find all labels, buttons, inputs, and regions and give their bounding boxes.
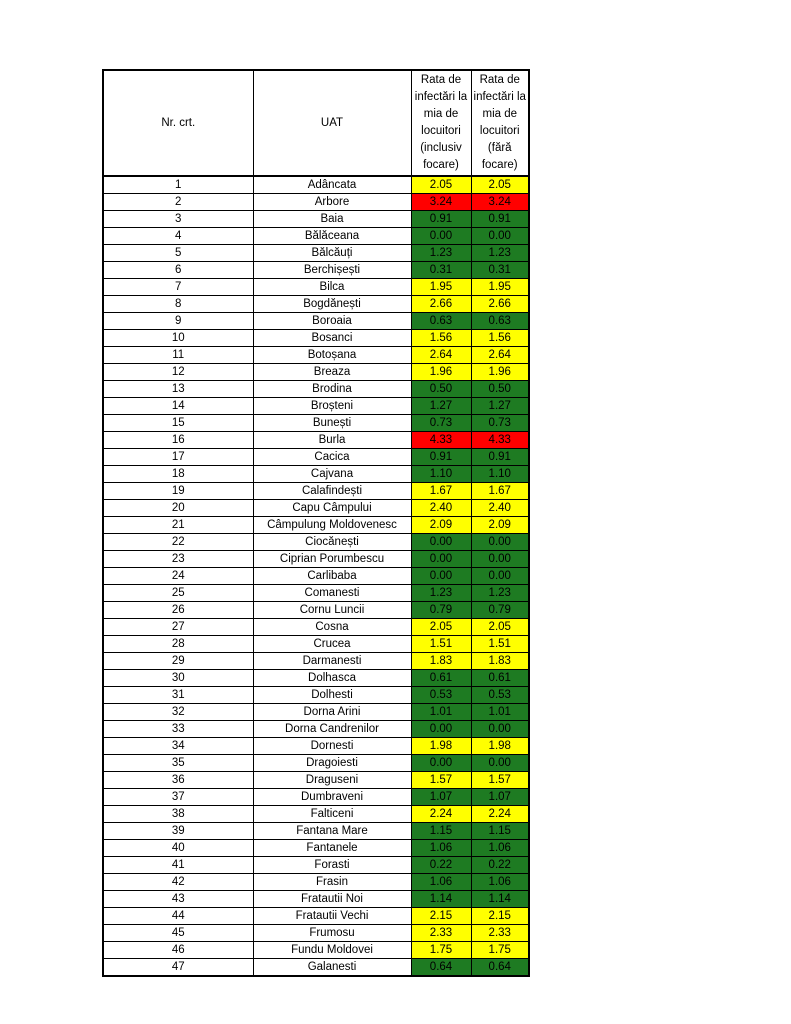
row-rate-exclusive: 1.07 — [471, 789, 529, 806]
row-uat: Darmanesti — [253, 653, 411, 670]
row-rate-exclusive: 1.01 — [471, 704, 529, 721]
row-nr: 46 — [103, 942, 253, 959]
header-uat: UAT — [253, 70, 411, 176]
row-nr: 44 — [103, 908, 253, 925]
row-rate-inclusive: 1.67 — [411, 483, 471, 500]
row-rate-exclusive: 2.66 — [471, 296, 529, 313]
row-rate-inclusive: 1.95 — [411, 279, 471, 296]
row-rate-inclusive: 0.91 — [411, 449, 471, 466]
row-rate-inclusive: 1.23 — [411, 245, 471, 262]
row-nr: 43 — [103, 891, 253, 908]
table-row — [103, 568, 529, 585]
row-rate-exclusive: 4.33 — [471, 432, 529, 449]
row-uat: Dorna Arini — [253, 704, 411, 721]
row-nr: 4 — [103, 228, 253, 245]
row-uat: Bălăceana — [253, 228, 411, 245]
row-nr: 15 — [103, 415, 253, 432]
row-rate-inclusive: 2.05 — [411, 619, 471, 636]
row-rate-inclusive: 0.64 — [411, 959, 471, 977]
row-rate-inclusive: 0.22 — [411, 857, 471, 874]
row-rate-inclusive: 1.15 — [411, 823, 471, 840]
table-row — [103, 449, 529, 466]
row-rate-inclusive: 2.24 — [411, 806, 471, 823]
table-row — [103, 364, 529, 381]
row-rate-inclusive: 0.91 — [411, 211, 471, 228]
row-rate-exclusive: 0.91 — [471, 449, 529, 466]
row-nr: 19 — [103, 483, 253, 500]
table-body — [103, 176, 529, 976]
row-rate-inclusive: 1.06 — [411, 840, 471, 857]
row-uat: Botoșana — [253, 347, 411, 364]
table-row — [103, 823, 529, 840]
row-nr: 18 — [103, 466, 253, 483]
row-nr: 12 — [103, 364, 253, 381]
table-row — [103, 636, 529, 653]
table-row — [103, 874, 529, 891]
row-rate-inclusive: 1.07 — [411, 789, 471, 806]
table-row — [103, 721, 529, 738]
table-row — [103, 908, 529, 925]
row-nr: 38 — [103, 806, 253, 823]
row-nr: 40 — [103, 840, 253, 857]
row-rate-inclusive: 3.24 — [411, 194, 471, 211]
row-nr: 5 — [103, 245, 253, 262]
row-rate-exclusive: 0.00 — [471, 551, 529, 568]
table-row — [103, 840, 529, 857]
row-nr: 7 — [103, 279, 253, 296]
row-uat: Fratautii Noi — [253, 891, 411, 908]
row-rate-inclusive: 2.40 — [411, 500, 471, 517]
row-uat: Boroaia — [253, 313, 411, 330]
row-nr: 27 — [103, 619, 253, 636]
row-rate-inclusive: 0.00 — [411, 228, 471, 245]
table-row — [103, 381, 529, 398]
row-rate-inclusive: 0.00 — [411, 568, 471, 585]
row-rate-inclusive: 1.51 — [411, 636, 471, 653]
row-rate-exclusive: 1.67 — [471, 483, 529, 500]
row-uat: Ciocănești — [253, 534, 411, 551]
row-rate-exclusive: 2.15 — [471, 908, 529, 925]
row-nr: 6 — [103, 262, 253, 279]
row-rate-exclusive: 1.95 — [471, 279, 529, 296]
row-rate-exclusive: 1.06 — [471, 840, 529, 857]
row-nr: 20 — [103, 500, 253, 517]
row-rate-inclusive: 1.56 — [411, 330, 471, 347]
row-rate-exclusive: 0.00 — [471, 228, 529, 245]
row-uat: Dornesti — [253, 738, 411, 755]
table-row — [103, 262, 529, 279]
table-row — [103, 687, 529, 704]
row-rate-exclusive: 0.00 — [471, 721, 529, 738]
header-nr: Nr. crt. — [103, 70, 253, 176]
row-rate-inclusive: 0.31 — [411, 262, 471, 279]
table-row — [103, 296, 529, 313]
row-rate-exclusive: 2.05 — [471, 176, 529, 194]
row-rate-exclusive: 0.63 — [471, 313, 529, 330]
table-row — [103, 738, 529, 755]
row-rate-exclusive: 0.53 — [471, 687, 529, 704]
row-rate-inclusive: 0.63 — [411, 313, 471, 330]
row-nr: 13 — [103, 381, 253, 398]
row-nr: 37 — [103, 789, 253, 806]
row-rate-inclusive: 2.09 — [411, 517, 471, 534]
row-rate-exclusive: 0.00 — [471, 755, 529, 772]
row-uat: Câmpulung Moldovenesc — [253, 517, 411, 534]
row-rate-inclusive: 2.05 — [411, 176, 471, 194]
row-nr: 11 — [103, 347, 253, 364]
row-rate-inclusive: 2.33 — [411, 925, 471, 942]
row-rate-inclusive: 0.00 — [411, 755, 471, 772]
table-row — [103, 806, 529, 823]
row-rate-inclusive: 0.00 — [411, 534, 471, 551]
row-nr: 25 — [103, 585, 253, 602]
row-rate-inclusive: 1.75 — [411, 942, 471, 959]
table-row — [103, 755, 529, 772]
row-rate-inclusive: 1.14 — [411, 891, 471, 908]
row-uat: Dumbraveni — [253, 789, 411, 806]
row-rate-exclusive: 1.23 — [471, 245, 529, 262]
table-row — [103, 398, 529, 415]
table-row — [103, 789, 529, 806]
table-row — [103, 347, 529, 364]
row-rate-exclusive: 0.79 — [471, 602, 529, 619]
row-uat: Crucea — [253, 636, 411, 653]
row-uat: Bunești — [253, 415, 411, 432]
row-rate-inclusive: 1.01 — [411, 704, 471, 721]
header-row — [103, 70, 529, 176]
row-nr: 1 — [103, 176, 253, 194]
table-row — [103, 925, 529, 942]
table-row — [103, 534, 529, 551]
row-rate-inclusive: 0.50 — [411, 381, 471, 398]
row-uat: Calafindești — [253, 483, 411, 500]
table-row — [103, 211, 529, 228]
row-nr: 32 — [103, 704, 253, 721]
row-uat: Carlibaba — [253, 568, 411, 585]
table-row — [103, 704, 529, 721]
row-rate-inclusive: 1.23 — [411, 585, 471, 602]
table-row — [103, 194, 529, 211]
row-uat: Draguseni — [253, 772, 411, 789]
row-nr: 23 — [103, 551, 253, 568]
table-row — [103, 857, 529, 874]
row-uat: Arbore — [253, 194, 411, 211]
row-rate-inclusive: 0.00 — [411, 551, 471, 568]
row-uat: Dolhesti — [253, 687, 411, 704]
table-row — [103, 483, 529, 500]
row-rate-exclusive: 0.61 — [471, 670, 529, 687]
row-rate-inclusive: 1.96 — [411, 364, 471, 381]
row-uat: Galanesti — [253, 959, 411, 977]
table-row — [103, 432, 529, 449]
row-nr: 45 — [103, 925, 253, 942]
row-rate-exclusive: 0.31 — [471, 262, 529, 279]
row-nr: 33 — [103, 721, 253, 738]
header-rate-inclusive: Rata de infectări la mia de locuitori (inclusiv focare) — [411, 70, 471, 176]
row-nr: 26 — [103, 602, 253, 619]
table-row — [103, 585, 529, 602]
table-row — [103, 772, 529, 789]
row-nr: 9 — [103, 313, 253, 330]
row-nr: 2 — [103, 194, 253, 211]
table-row — [103, 415, 529, 432]
row-rate-exclusive: 2.64 — [471, 347, 529, 364]
row-rate-exclusive: 1.56 — [471, 330, 529, 347]
row-uat: Broșteni — [253, 398, 411, 415]
infection-rate-table — [102, 69, 530, 977]
row-nr: 24 — [103, 568, 253, 585]
row-nr: 8 — [103, 296, 253, 313]
row-nr: 14 — [103, 398, 253, 415]
table-row — [103, 653, 529, 670]
row-rate-inclusive: 1.10 — [411, 466, 471, 483]
row-uat: Burla — [253, 432, 411, 449]
row-uat: Fantanele — [253, 840, 411, 857]
row-rate-exclusive: 2.09 — [471, 517, 529, 534]
row-rate-exclusive: 1.51 — [471, 636, 529, 653]
table-row — [103, 670, 529, 687]
table-row — [103, 619, 529, 636]
row-rate-inclusive: 0.53 — [411, 687, 471, 704]
row-nr: 30 — [103, 670, 253, 687]
row-rate-inclusive: 0.00 — [411, 721, 471, 738]
row-nr: 28 — [103, 636, 253, 653]
row-rate-exclusive: 1.06 — [471, 874, 529, 891]
row-uat: Frasin — [253, 874, 411, 891]
row-rate-inclusive: 0.73 — [411, 415, 471, 432]
row-nr: 29 — [103, 653, 253, 670]
row-rate-inclusive: 2.66 — [411, 296, 471, 313]
row-rate-exclusive: 3.24 — [471, 194, 529, 211]
row-uat: Adâncata — [253, 176, 411, 194]
row-uat: Breaza — [253, 364, 411, 381]
row-rate-exclusive: 1.10 — [471, 466, 529, 483]
row-nr: 10 — [103, 330, 253, 347]
row-uat: Bilca — [253, 279, 411, 296]
row-uat: Baia — [253, 211, 411, 228]
row-uat: Fratautii Vechi — [253, 908, 411, 925]
row-rate-exclusive: 1.98 — [471, 738, 529, 755]
row-rate-exclusive: 0.00 — [471, 568, 529, 585]
row-rate-exclusive: 1.75 — [471, 942, 529, 959]
row-uat: Cacica — [253, 449, 411, 466]
table-row — [103, 891, 529, 908]
row-uat: Fantana Mare — [253, 823, 411, 840]
row-uat: Frumosu — [253, 925, 411, 942]
row-nr: 16 — [103, 432, 253, 449]
row-uat: Cajvana — [253, 466, 411, 483]
row-uat: Brodina — [253, 381, 411, 398]
row-uat: Cornu Luncii — [253, 602, 411, 619]
table-row — [103, 942, 529, 959]
table-row — [103, 466, 529, 483]
row-uat: Falticeni — [253, 806, 411, 823]
row-nr: 22 — [103, 534, 253, 551]
row-uat: Dolhasca — [253, 670, 411, 687]
row-rate-exclusive: 0.50 — [471, 381, 529, 398]
row-rate-inclusive: 0.79 — [411, 602, 471, 619]
row-rate-exclusive: 1.83 — [471, 653, 529, 670]
row-rate-exclusive: 0.00 — [471, 534, 529, 551]
table-row — [103, 228, 529, 245]
table-row — [103, 602, 529, 619]
row-nr: 41 — [103, 857, 253, 874]
row-nr: 35 — [103, 755, 253, 772]
header-rate-exclusive: Rata de infectări la mia de locuitori (fără focare) — [471, 70, 529, 176]
row-rate-exclusive: 1.15 — [471, 823, 529, 840]
row-nr: 34 — [103, 738, 253, 755]
row-rate-inclusive: 1.98 — [411, 738, 471, 755]
row-rate-exclusive: 0.64 — [471, 959, 529, 977]
row-rate-inclusive: 0.61 — [411, 670, 471, 687]
row-rate-exclusive: 0.22 — [471, 857, 529, 874]
table-row — [103, 245, 529, 262]
row-rate-exclusive: 1.14 — [471, 891, 529, 908]
table-row — [103, 330, 529, 347]
row-uat: Forasti — [253, 857, 411, 874]
row-uat: Ciprian Porumbescu — [253, 551, 411, 568]
row-rate-inclusive: 1.83 — [411, 653, 471, 670]
row-uat: Comanesti — [253, 585, 411, 602]
row-rate-exclusive: 2.05 — [471, 619, 529, 636]
row-rate-exclusive: 2.33 — [471, 925, 529, 942]
row-nr: 31 — [103, 687, 253, 704]
row-uat: Dragoiesti — [253, 755, 411, 772]
row-uat: Berchișești — [253, 262, 411, 279]
row-nr: 3 — [103, 211, 253, 228]
table-row — [103, 313, 529, 330]
row-nr: 21 — [103, 517, 253, 534]
row-uat: Cosna — [253, 619, 411, 636]
row-rate-inclusive: 1.27 — [411, 398, 471, 415]
table-row — [103, 517, 529, 534]
row-uat: Fundu Moldovei — [253, 942, 411, 959]
row-uat: Capu Câmpului — [253, 500, 411, 517]
row-nr: 17 — [103, 449, 253, 466]
row-rate-inclusive: 2.15 — [411, 908, 471, 925]
row-rate-exclusive: 2.24 — [471, 806, 529, 823]
row-rate-inclusive: 1.57 — [411, 772, 471, 789]
row-rate-exclusive: 0.91 — [471, 211, 529, 228]
row-nr: 36 — [103, 772, 253, 789]
row-rate-exclusive: 0.73 — [471, 415, 529, 432]
row-rate-exclusive: 1.57 — [471, 772, 529, 789]
table-row — [103, 500, 529, 517]
table-row — [103, 176, 529, 194]
row-rate-inclusive: 1.06 — [411, 874, 471, 891]
row-rate-inclusive: 4.33 — [411, 432, 471, 449]
row-nr: 39 — [103, 823, 253, 840]
row-rate-exclusive: 2.40 — [471, 500, 529, 517]
row-uat: Bosanci — [253, 330, 411, 347]
row-uat: Bălcăuți — [253, 245, 411, 262]
row-rate-exclusive: 1.96 — [471, 364, 529, 381]
table-row — [103, 959, 529, 977]
row-rate-exclusive: 1.27 — [471, 398, 529, 415]
row-rate-inclusive: 2.64 — [411, 347, 471, 364]
row-uat: Dorna Candrenilor — [253, 721, 411, 738]
row-nr: 42 — [103, 874, 253, 891]
row-nr: 47 — [103, 959, 253, 977]
table-row — [103, 551, 529, 568]
table-row — [103, 279, 529, 296]
row-uat: Bogdănești — [253, 296, 411, 313]
row-rate-exclusive: 1.23 — [471, 585, 529, 602]
